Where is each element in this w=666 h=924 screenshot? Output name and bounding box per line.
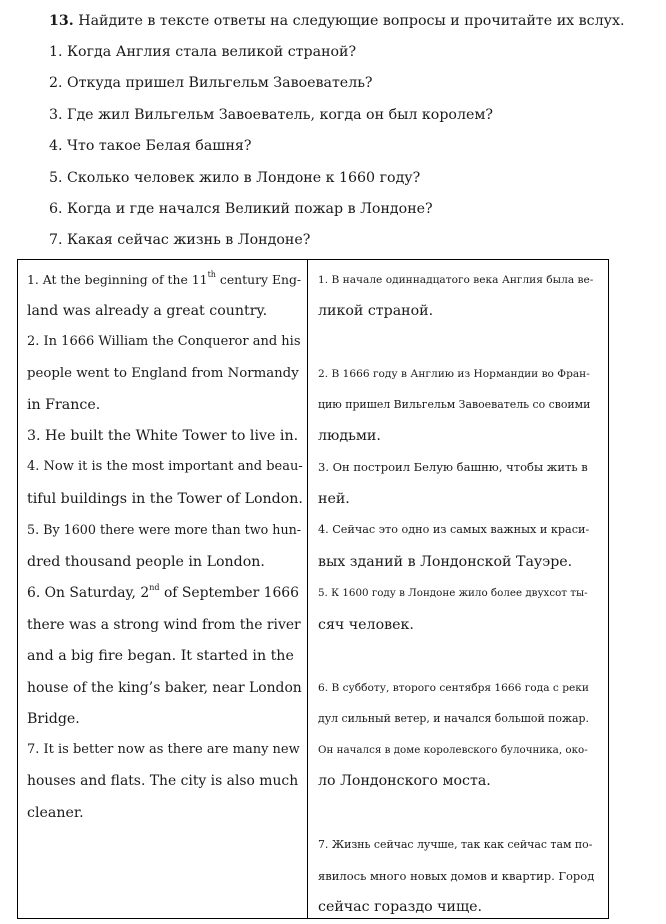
ru-line: 2. В 1666 году в Англию из Нормандии во Фран- (318, 368, 590, 380)
en-line: 6. On Saturday, 2nd of September 1666 (27, 583, 299, 601)
en-line: in France. (27, 397, 101, 413)
en-line: 7. It is better now as there are many new (27, 742, 300, 757)
ru-line: ликой страной. (318, 303, 434, 319)
task-number: 13. (49, 13, 74, 29)
question-2: 2. Откуда пришел Вильгельм Завоеватель? (49, 75, 373, 91)
ru-line: 4. Сейчас это одно из самых важных и краси- (318, 523, 590, 536)
question-1: 1. Когда Англия стала великой страной? (49, 44, 357, 60)
en-line: Bridge. (27, 711, 80, 727)
ru-line: сейчас гораздо чище. (318, 899, 483, 915)
ru-line: ней. (318, 491, 350, 507)
en-line: dred thousand people in London. (27, 554, 265, 570)
task-title: Найдите в тексте ответы на следующие вопросы и прочитайте их вслух. (78, 13, 625, 29)
en-line: land was already a great country. (27, 303, 268, 319)
en-line: and a big fire began. It started in the (27, 648, 294, 664)
ru-line: цию пришел Вильгельм Завоеватель со своими (318, 398, 591, 411)
ru-line: 6. В субботу, второго сентября 1666 года с реки (318, 682, 589, 694)
question-5: 5. Сколько человек жило в Лондоне к 1660 году? (49, 170, 421, 186)
ru-line: Он начался в доме королевского булочника, око- (318, 744, 588, 756)
question-6: 6. Когда и где начался Великий пожар в Лондоне? (49, 201, 433, 217)
en-line: houses and flats. The city is also much (27, 773, 299, 789)
en-line: 2. In 1666 William the Conqueror and his (27, 334, 301, 349)
ru-line: 5. К 1600 году в Лондоне жило более двухсот ты- (318, 587, 588, 599)
question-4: 4. Что такое Белая башня? (49, 138, 252, 154)
ru-line: 1. В начале одиннадцатого века Англия была ве- (318, 274, 594, 286)
ru-line: явилось много новых домов и квартир. Город (318, 869, 595, 883)
question-3: 3. Где жил Вильгельм Завоеватель, когда он был королем? (49, 107, 494, 123)
en-line: 4. Now it is the most important and beau- (27, 459, 303, 474)
ru-line: 3. Он построил Белую башню, чтобы жить в (318, 460, 588, 474)
answers-table (17, 259, 609, 919)
ru-line: людьми. (318, 428, 381, 444)
en-line: tiful buildings in the Tower of London. (27, 491, 303, 507)
task-heading (49, 11, 624, 31)
ru-line: дул сильный ветер, и начался большой пожар. (318, 712, 589, 725)
en-line: 5. By 1600 there were more than two hun- (27, 522, 302, 537)
question-7: 7. Какая сейчас жизнь в Лондоне? (49, 232, 311, 248)
ru-line: ло Лондонского моста. (318, 773, 491, 789)
ru-line: сяч человек. (318, 617, 414, 633)
en-line: people went to England from Normandy (27, 366, 299, 381)
en-line: 3. He built the White Tower to live in. (27, 428, 299, 444)
column-divider (307, 260, 308, 918)
en-line: 1. At the beginning of the 11th century Eng- (27, 270, 302, 287)
en-line: house of the king’s baker, near London (27, 680, 302, 696)
ru-line: 7. Жизнь сейчас лучше, так как сейчас там по- (318, 838, 593, 851)
ru-line: вых зданий в Лондонской Тауэре. (318, 554, 573, 570)
en-line: there was a strong wind from the river (27, 617, 301, 633)
en-line: cleaner. (27, 805, 84, 821)
